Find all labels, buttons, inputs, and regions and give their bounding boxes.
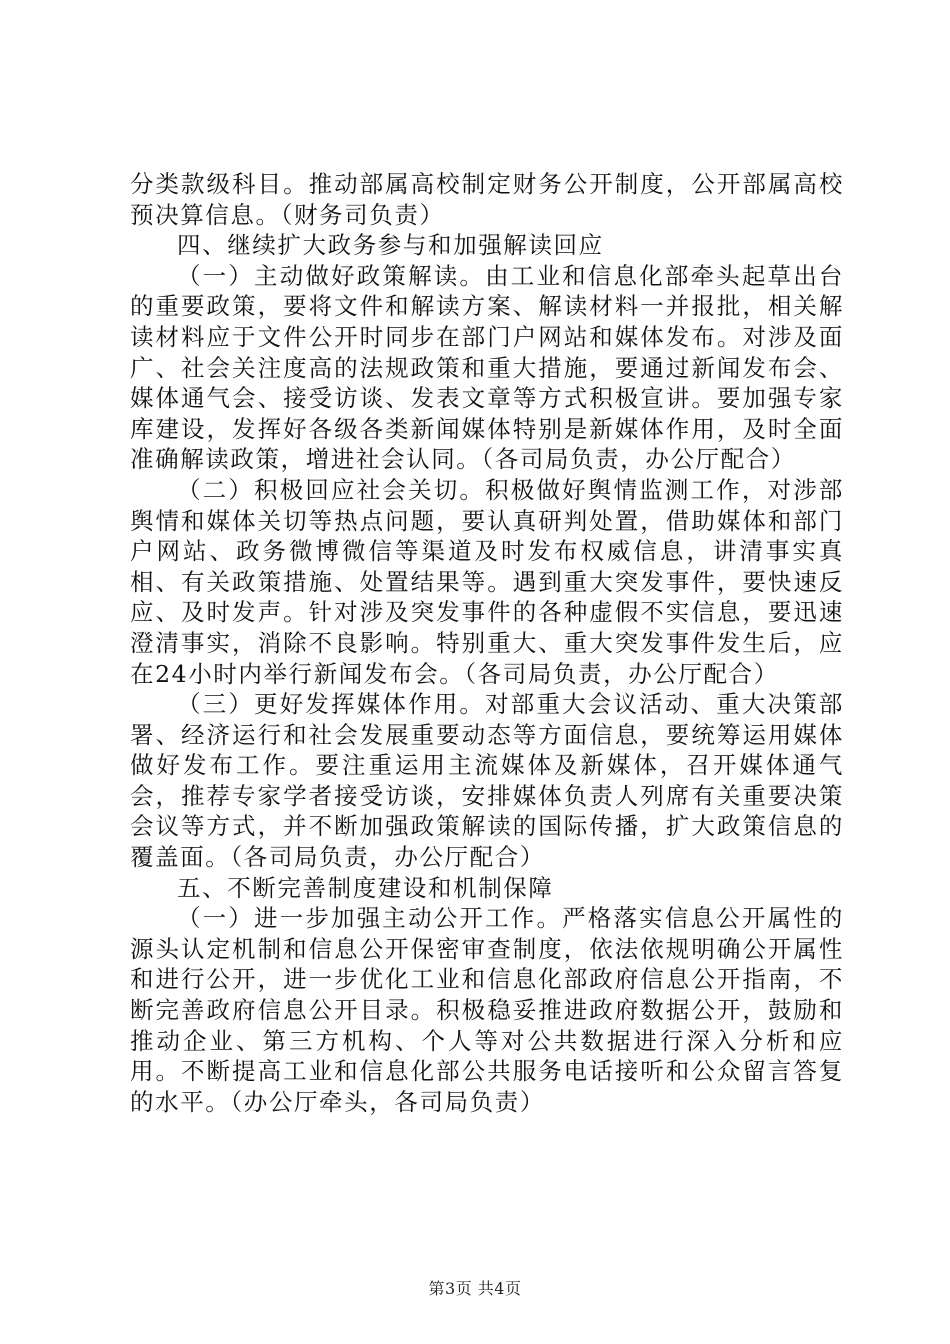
- section-heading-five: 五、不断完善制度建设和机制保障: [177, 873, 554, 902]
- paragraph-policy-interpretation: （一）主动做好政策解读。由工业和信息化部牵头起草出台的重要政策，要将文件和解读方案、解读材料一并报批，相关解读材料应于文件公开时同步在部门户网站和媒体发布。对涉及面广、社会关注度高的法规政策和重大措施，要通过新闻发布会、媒体通气会、接受访谈、发表文章等方式积极宣讲。要加强专家库建设，发挥好各级各类新闻媒体特别是新媒体作用，及时全面准确解读政策，增进社会认同。（各司局负责，办公厅配合）: [130, 261, 844, 474]
- document-body: [130, 169, 844, 1117]
- paragraph-active-disclosure: （一）进一步加强主动公开工作。严格落实信息公开属性的源头认定机制和信息公开保密审查制度，依法依规明确公开属性和进行公开，进一步优化工业和信息化部政府信息公开指南，不断完善政府信息公开目录。积极稳妥推进政府数据公开，鼓励和推动企业、第三方机构、个人等对公共数据进行深入分析和应用。不断提高工业和信息化部公共服务电话接听和公众留言答复的水平。（办公厅牵头，各司局负责）: [130, 904, 844, 1116]
- paragraph-continuation: 分类款级科目。推动部属高校制定财务公开制度，公开部属高校预决算信息。（财务司负责）: [130, 170, 844, 229]
- paragraph-public-concerns: （二）积极回应社会关切。积极做好舆情监测工作，对涉部舆情和媒体关切等热点问题，要认真研判处置，借助媒体和部门户网站、政务微博微信等渠道及时发布权威信息，讲清事实真相、有关政策措施、处置结果等。遇到重大突发事件，要快速反应、及时发声。针对涉及突发事件的各种虚假不实信息，要迅速澄清事实，消除不良影响。特别重大、重大突发事件发生后，应在24小时内举行新闻发布会。（各司局负责，办公厅配合）: [130, 475, 844, 688]
- page-number-footer: 第3页 共4页: [428, 1279, 522, 1298]
- paragraph-media-role: （三）更好发挥媒体作用。对部重大会议活动、重大决策部署、经济运行和社会发展重要动态等方面信息，要统筹运用媒体做好发布工作。要注重运用主流媒体及新媒体，召开媒体通气会，推荐专家学者接受访谈，安排媒体负责人列席有关重要决策会议等方式，并不断加强政策解读的国际传播，扩大政策信息的覆盖面。（各司局负责，办公厅配合）: [130, 690, 844, 872]
- section-heading-four: 四、继续扩大政务参与和加强解读回应: [177, 231, 604, 260]
